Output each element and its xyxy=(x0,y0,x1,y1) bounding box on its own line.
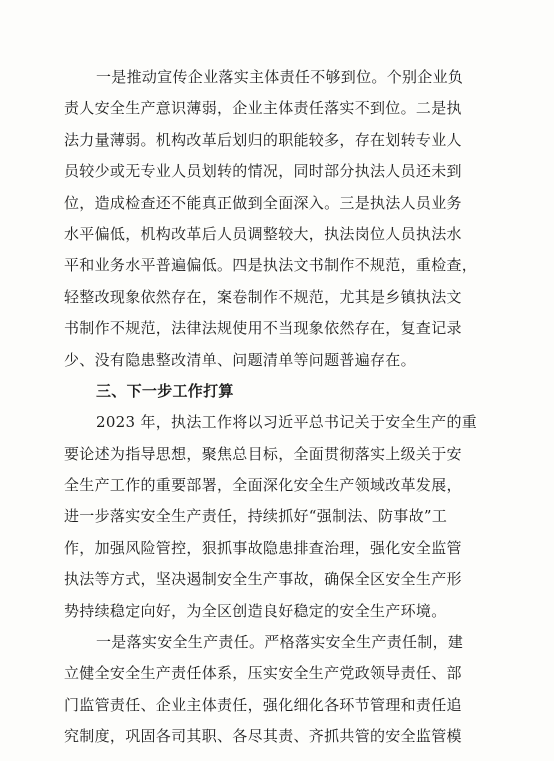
paragraph-line: 立健全安全生产责任体系，压实安全生产党政领导责任、部 xyxy=(64,664,462,683)
paragraph-line: 员较少或无专业人员划转的情况，同时部分执法人员还未到 xyxy=(64,162,462,181)
paragraph-line: 要论述为指导思想，聚焦总目标，全面贯彻落实上级关于安 xyxy=(64,444,462,463)
paragraph-line: 门监管责任、企业主体责任，强化细化各环节管理和责任追 xyxy=(64,695,462,714)
section-heading: 三、下一步工作打算 xyxy=(96,381,234,400)
paragraph-line: 书制作不规范，法律法规使用不当现象依然存在，复查记录 xyxy=(64,319,462,338)
paragraph-line: 一是推动宣传企业落实主体责任不够到位。个别企业负 xyxy=(96,68,464,86)
paragraph-line: 执法等方式，坚决遏制安全生产事故，确保全区安全生产形 xyxy=(64,570,462,589)
paragraph-line: 2023 年，执法工作将以习近平总书记关于安全生产的重 xyxy=(96,413,478,432)
paragraph-line: 全生产工作的重要部署，全面深化安全生产领域改革发展， xyxy=(64,476,462,495)
paragraph-line: 一是落实安全生产责任。严格落实安全生产责任制，建 xyxy=(96,633,464,652)
paragraph-line: 位，造成检查还不能真正做到全面深入。三是执法人员业务 xyxy=(64,193,462,212)
paragraph-line: 轻整改现象依然存在，案卷制作不规范，尤其是乡镇执法文 xyxy=(64,287,462,306)
document-body xyxy=(64,62,478,753)
paragraph-line: 平和业务水平普遍偏低。四是执法文书制作不规范，重检查， xyxy=(64,256,478,275)
paragraph-line: 作，加强风险管控，狠抓事故隐患排查治理，强化安全监管 xyxy=(64,538,462,557)
paragraph-line: 法力量薄弱。机构改革后划归的职能较多，存在划转专业人 xyxy=(64,130,462,149)
paragraph-line: 进一步落实安全生产责任，持续抓好“强制法、防事故”工 xyxy=(64,507,448,526)
paragraph-line: 少、没有隐患整改清单、问题清单等问题普遍存在。 xyxy=(64,350,416,369)
paragraph-line: 水平偏低，机构改革后人员调整较大，执法岗位人员执法水 xyxy=(64,224,462,243)
paragraph-line: 究制度，巩固各司其职、各尽其责、齐抓共管的安全监管模 xyxy=(64,727,462,746)
paragraph-line: 势持续稳定向好，为全区创造良好稳定的安全生产环境。 xyxy=(64,601,447,620)
paragraph-line: 责人安全生产意识薄弱，企业主体责任落实不到位。二是执 xyxy=(64,99,462,118)
